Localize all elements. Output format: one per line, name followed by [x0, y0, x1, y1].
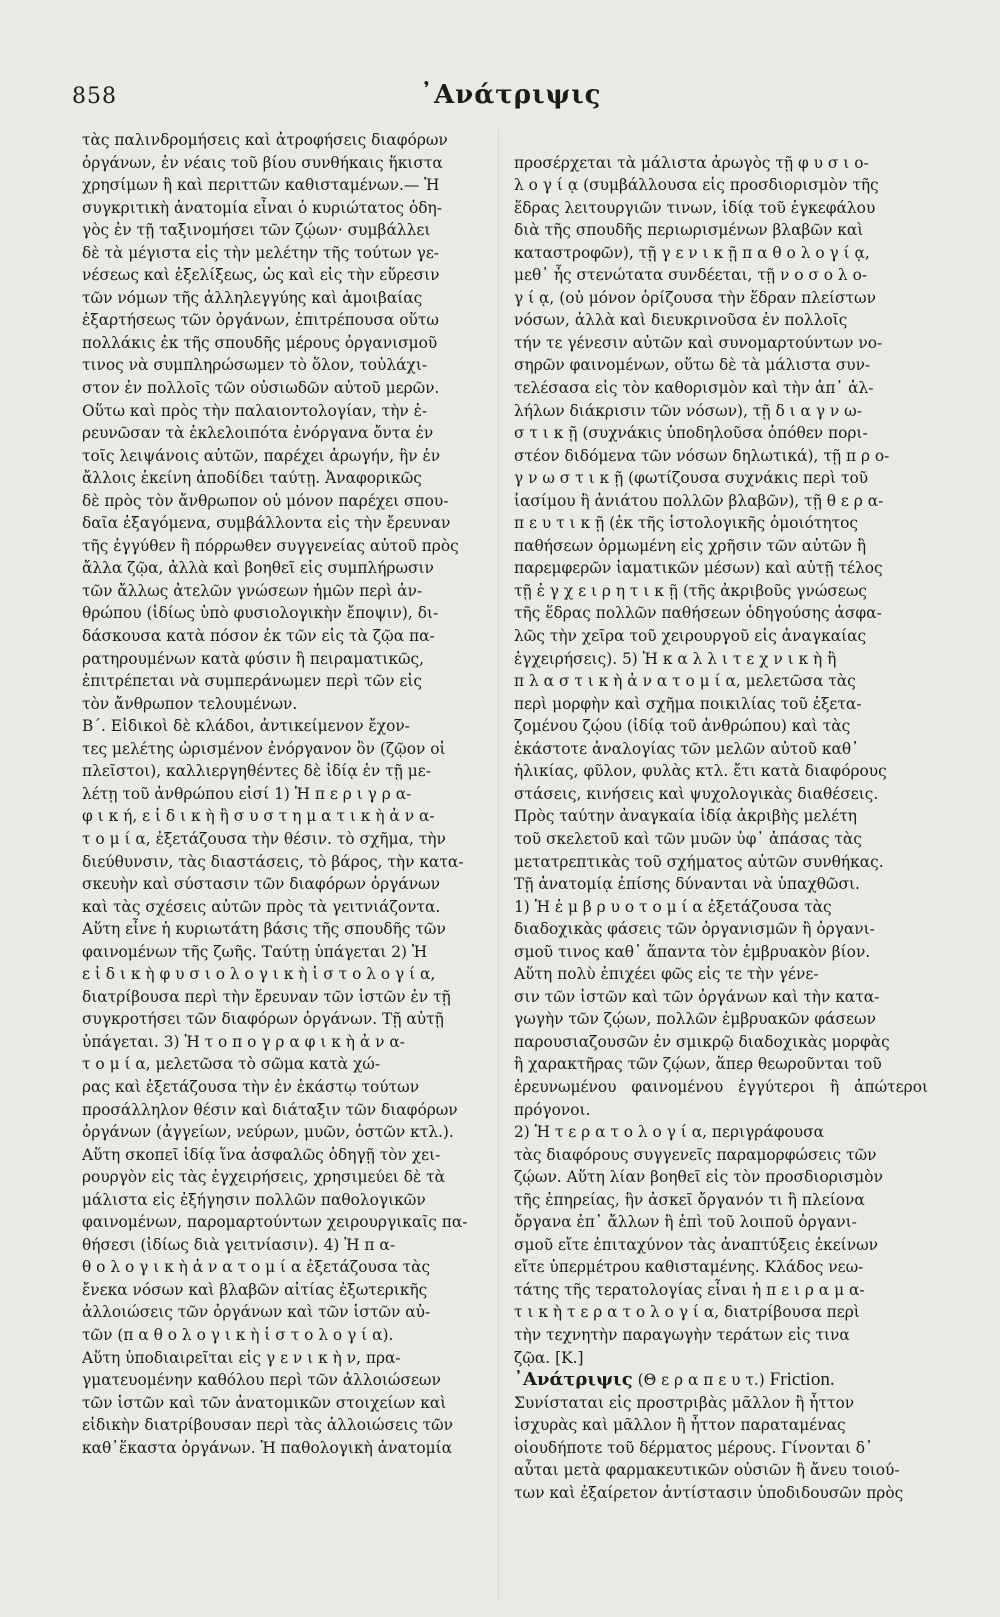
- right-column: [514, 129, 928, 1599]
- left-column-text: τὰς παλινδρομήσεις καὶ ἀτροφήσεις διαφόρων ὀργάνων, ἐν νέαις τοῦ βίου συνθήκαις ἥκιστα χρησίμων ἢ καὶ περιττῶν καθισταμένων.— Ἡ συγκριτικὴ ἀνατομία εἶναι ὁ κυριώτατος ὁδη- γὸς ἐν τῇ ταξινομήσει τῶν ζῴων· συμβάλλει δὲ τὰ μέγιστα εἰς τὴν μελέτην τῆς τούτων γε- νέσεως καὶ ἐξελίξεως, ὡς καὶ εἰς τὴν εὕρεσιν τῶν νόμων τῆς ἀλληλεγγύης καὶ ἀμοιβαίας ἐξαρτήσεως τῶν ὀργάνων, ἐπιτρέπουσα οὕτω πολλάκις ἐκ τῆς σπουδῆς μέρους ὀργανισμοῦ τινος νὰ συμπληρώσωμεν τὸ ὅλον, τοὐλάχι- στον ἐν πολλοῖς τῶν οὐσιωδῶν αὐτοῦ μερῶν. Οὕτω καὶ πρὸς τὴν παλαιοντολογίαν, τὴν ἐ- ρευνῶσαν τὰ ἐκλελοιπότα ἐνόργανα ὄντα ἐν τοῖς λειψάνοις αὐτῶν, παρέχει ἀρωγήν, ἣν ἐν ἄλλοις ἐκείνη ἀποδίδει ταύτῃ. Ἀναφορικῶς δὲ πρὸς τὸν ἄνθρωπον οὐ μόνον παρέχει σπου- δαῖα ἐξαγόμενα, συμβάλλοντα εἰς τὴν ἔρευναν τῆς ἐγγύθεν ἢ πόρρωθεν συγγενείας αὐτοῦ πρὸς ἄλλα ζῷα, ἀλλὰ καὶ βοηθεῖ εἰς συμπλήρωσιν τῶν ἄλλως ἀτελῶν γνώσεων ἡμῶν περὶ ἀν- θρώπου (ἰδίως ὑπὸ φυσιολογικὴν ἔποψιν), δι- δάσκουσα κατὰ πόσον ἐκ τῶν εἰς τὰ ζῷα πα- ρατηρουμένων κατὰ φύσιν ἢ πειραματικῶς, ἐπιτρέπεται νὰ συμπεράνωμεν περὶ τῶν εἰς τὸν ἄνθρωπον τελουμένων. Β΄. Εἰδικοὶ δὲ κλάδοι, ἀντικείμενον ἔχον- τες μελέτης ὡρισμένον ἐνόργανον ὂν (ζῷον οἱ πλεῖστοι), καλλιεργηθέντες δὲ ἰδίᾳ ἐν τῇ με- λέτῃ τοῦ ἀνθρώπου εἰσί 1) Ἡ π ε ρ ι γ ρ α- φ ι κ ή, ε ἰ δ ι κ ὴ ἢ σ υ σ τ η μ α τ ι κ ὴ ἀ ν α- τ ο μ ί α, ἐξετάζουσα τὴν θέσιν. τὸ σχῆμα, τὴν διεύθυνσιν, τὰς διαστάσεις, τὸ βάρος, τὴν κατα- σκευὴν καὶ σύστασιν τῶν διαφόρων ὀργάνων καὶ τὰς σχέσεις αὐτῶν πρὸς τὰ γειτνιάζοντα. Αὕτη εἶνε ἡ κυριωτάτη βάσις τῆς σπουδῆς τῶν φαινομένων τῆς ζωῆς. Ταύτῃ ὑπάγεται 2) Ἡ ε ἰ δ ι κ ὴ φ υ σ ι ο λ ο γ ι κ ὴ ἱ σ τ ο λ ο γ ί α, διατρίβουσα περὶ τὴν ἔρευναν τῶν ἱστῶν ἐν τῇ συγκροτήσει τῶν διαφόρων ὀργάνων. Τῇ αὐτῇ ὑπάγεται. 3) Ἡ τ ο π ο γ ρ α φ ι κ ὴ ἀ ν α- τ ο μ ί α, μελετῶσα τὸ σῶμα κατὰ χώ- ρας καὶ ἐξετάζουσα τὴν ἐν ἑκάστῳ τούτων προσάλληλον θέσιν καὶ διάταξιν τῶν διαφόρων ὀργάνων (ἀγγείων, νεύρων, μυῶν, ὀστῶν κτλ.). Αὕτη σκοπεῖ ἰδίᾳ ἵνα ἀσφαλῶς ὁδηγῇ τὸν χει- ρουργὸν εἰς τὰς ἐγχειρήσεις, χρησιμεύει δὲ τὰ μάλιστα εἰς ἐξήγησιν πολλῶν παθολογικῶν φαινομένων, παρομαρτούντων χειρουργικαῖς πα- θήσεσι (ἰδίως διὰ γειτνίασιν). 4) Ἡ π α- θ ο λ ο γ ι κ ὴ ἀ ν α τ ο μ ί α ἐξετάζουσα τὰς ἔνεκα νόσων καὶ βλαβῶν αἰτίας ἐξωτερικῆς ἀλλοιώσεις τῶν ὀργάνων καὶ τῶν ἱστῶν αὐ- τῶν (π α θ ο λ ο γ ι κ ὴ ἱ σ τ ο λ ο γ ί α). Αὕτη ὑποδιαιρεῖται εἰς γ ε ν ι κ ὴ ν, πρα- γματευομένην καθόλου περὶ τῶν ἀλλοιώσεων τῶν ἱστῶν καὶ τῶν ἀνατομικῶν στοιχείων καὶ εἰδικὴν διατρίβουσαν περὶ τὰς ἀλλοιώσεις τῶν καθ᾿ἕκαστα ὀργάνων. Ἡ παθολογικὴ ἀνατομία: [82, 131, 468, 1457]
- entry-translation: Friction.: [769, 1369, 835, 1391]
- running-title: ᾿Ανάτριψις: [420, 80, 602, 110]
- right-column-text: προσέρχεται τὰ μάλιστα ἀρωγὸς τῇ φ υ σ ι ο- λ ο γ ί ᾳ (συμβάλλουσα εἰς προσδιορισμὸν τῆς ἕδρας λειτουργιῶν τινων, ἰδίᾳ τοῦ ἐγκεφάλου διὰ τῆς σπουδῆς περιωρισμένων βλαβῶν καὶ καταστροφῶν), τῇ γ ε ν ι κ ῇ π α θ ο λ ο γ ί ᾳ, μεθ᾿ ἧς στενώτατα συνδέεται, τῇ ν ο σ ο λ ο- γ ί ᾳ, (οὐ μόνον ὁρίζουσα τὴν ἕδραν πλείστων νόσων, ἀλλὰ καὶ διευκρινοῦσα ἐν πολλοῖς τήν τε γένεσιν αὐτῶν καὶ συνομαρτούντων νο- σηρῶν φαινομένων, οὕτω δὲ τὰ μάλιστα συν- τελέσασα εἰς τὸν καθορισμὸν καὶ τὴν ἀπ᾿ ἀλ- λήλων διάκρισιν τῶν νόσων), τῇ δ ι α γ ν ω- σ τ ι κ ῇ (συχνάκις ὑποδηλοῦσα ὁπόθεν πορι- στέον διδόμενα τῶν νόσων δηλωτικά), τῇ π ρ ο- γ ν ω σ τ ι κ ῇ (φωτίζουσα συχνάκις περὶ τοῦ ἰασίμου ἢ ἀνιάτου πολλῶν βλαβῶν), τῇ θ ε ρ α- π ε υ τ ι κ ῇ (ἐκ τῆς ἱστολογικῆς ὁμοιότητος παθήσεων ὁρμωμένη εἰς χρῆσιν τῶν αὐτῶν ἢ παρεμφερῶν ἰαματικῶν μέσων) καὶ αὐτῇ τέλος τῇ ἐ γ χ ε ι ρ η τ ι κ ῇ (τῆς ἀκριβοῦς γνώσεως τῆς ἕδρας πολλῶν παθήσεων ὁδηγούσης ἀσφα- λῶς τὴν χεῖρα τοῦ χειρουργοῦ εἰς ἀναγκαίας ἐγχειρήσεις). 5) Ἡ κ α λ λ ι τ ε χ ν ι κ ὴ ἢ π λ α σ τ ι κ ὴ ἀ ν α τ ο μ ί α, μελετῶσα τὰς περὶ μορφὴν καὶ σχῆμα ποικιλίας τοῦ ἐξετα- ζομένου ζῴου (ἰδίᾳ τοῦ ἀνθρώπου) καὶ τὰς ἑκάστοτε ἀναλογίας τῶν μελῶν αὐτοῦ καθ᾿ ἡλικίας, φῦλον, φυλὰς κτλ. ἔτι κατὰ διαφόρους στάσεις, κινήσεις καὶ ψυχολογικὰς διαθέσεις. Πρὸς ταύτην ἀναγκαία ἰδίᾳ ἀκριβὴς μελέτη τοῦ σκελετοῦ καὶ τῶν μυῶν ὑφ᾿ ἁπάσας τὰς μετατρεπτικὰς τοῦ σχήματος αὐτῶν συνθήκας. Τῇ ἀνατομίᾳ ἐπίσης δύνανται νὰ ὑπαχθῶσι. 1) Ἡ ἐ μ β ρ υ ο τ ο μ ί α ἐξετάζουσα τὰς διαδοχικὰς φάσεις τῶν ὀργανισμῶν ἢ ὀργανι- σμοῦ τινος καθ᾿ ἅπαντα τὸν ἐμβρυακὸν βίον. Αὕτη πολὺ ἐπιχέει φῶς εἰς τε τὴν γένε- σιν τῶν ἱστῶν καὶ τῶν ὀργάνων καὶ τὴν κατα- γωγὴν τῶν ζῴων, πολλῶν ἐμβρυακῶν φάσεων παρουσιαζουσῶν ἐν σμικρῷ διαδοχικὰς μορφὰς ἢ χαρακτῆρας τῶν ζῴων, ἅπερ θεωροῦνται τοῦ ἐρευνωμένου φαινομένου ἐγγύτεροι ἢ ἀπώτεροι πρόγονοι. 2) Ἡ τ ε ρ α τ ο λ ο γ ί α, περιγράφουσα τὰς διαφόρους συγγενεῖς παραμορφώσεις τῶν ζῴων. Αὕτη λίαν βοηθεῖ εἰς τὸν προσδιορισμὸν τῆς ἐπηρείας, ἣν ἀσκεῖ ὄργανόν τι ἢ πλείονα ὄργανα ἐπ᾿ ἄλλων ἢ ἐπὶ τοῦ λοιποῦ ὀργανι- σμοῦ εἴτε ἐπιταχύνον τὰς ἀναπτύξεις ἐκείνων εἴτε ὑπερμέτρου καθισταμένης. Κλάδος νεω- τάτης τῆς τερατολογίας εἶναι ἡ π ε ι ρ α μ α- τ ι κ ὴ τ ε ρ α τ ο λ ο γ ί α, διατρίβουσα περὶ τὴν τεχνητὴν παραγωγὴν τεράτων εἰς τινα ζῷα. [Κ.]: [514, 153, 928, 1367]
- dictionary-entry: [514, 1369, 928, 1504]
- entry-gloss: (Θ ε ρ α π ε υ τ.): [637, 1371, 765, 1390]
- entry-body: Συνίσταται εἰς προστριβὰς μᾶλλον ἢ ἧττον ἰσχυρὰς καὶ μᾶλλον ἢ ἧττον παραταμένας οἱουδήποτε τοῦ δέρματος μέρους. Γίνονται δ᾿ αὗται μετὰ φαρμακευτικῶν οὐσιῶν ἢ ἄνευ τοιού- των καὶ ἐξαίρετον ἀντίστασιν ὑποδιδουσῶν πρὸς: [514, 1393, 904, 1502]
- entry-headword: ᾿Ανάτριψις: [514, 1369, 633, 1391]
- column-divider: [498, 130, 499, 1600]
- page-number: 858: [72, 84, 117, 109]
